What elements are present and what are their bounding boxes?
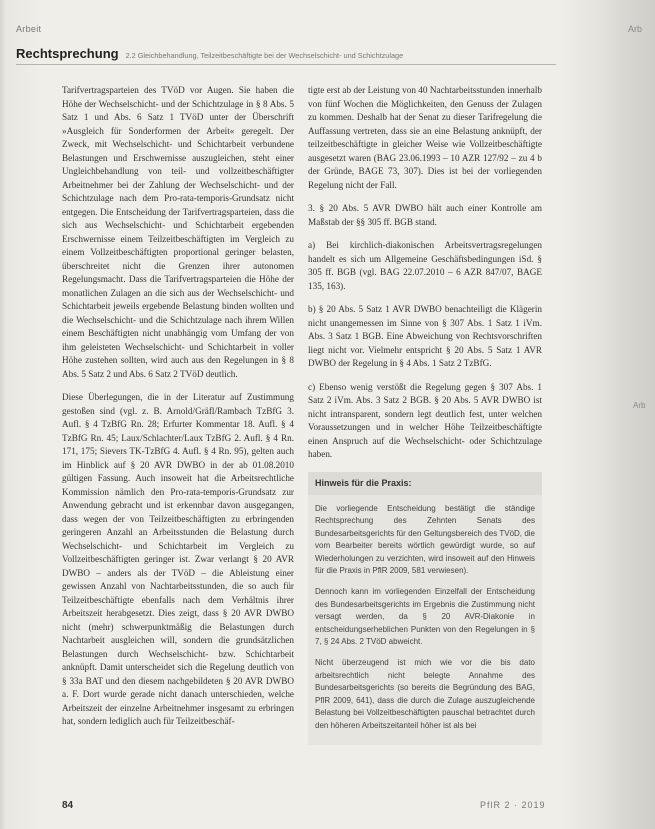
header-title: Rechtsprechung: [16, 46, 119, 61]
left-paragraph-2: Diese Überlegungen, die in der Literatur auf Zustimmung gestoßen sind (vgl. z. B. Arnold/Gräfl/Rambach TzBfG 3. Aufl. § 4 TzBfG Rn. 28; Erfurter Kommentar 18. Aufl. § 4 TzBfG Rn. 45; Laux/Schlachter/Laux TzBfG 2. Aufl. § 4 Rn. 171, 175; Sievers TK-TzBfG 4. Aufl. § 4 Rn. 95), gelten auch im Hinblick auf § 20 AVR DWBO in der ab 01.08.2010 gültigen Fassung. Auch insoweit hat die Arbeitsrechtliche Kommission nämlich den Pro-rata-temporis-Grundsatz zur Anwendung gebracht und ist erkennbar davon ausgegangen, dass wegen der von Teilzeitbeschäftigten zu erbringenden geringeren Anzahl an Arbeitsstunden die Belastung durch Wechselschicht- und Schichtarbeit im Vergleich zu Vollzeitbeschäftigten geringer ist. Zwar verlangt § 20 AVR DWBO – anders als der TVöD – die Ableistung einer gewissen Anzahl von Nachtarbeitsstunden, die so auch für Teilzeitbeschäftigte ebenfalls nach dem Verhältnis ihrer Arbeitszeit herabgesetzt. Dies zeigt, dass § 20 AVR DWBO nicht (mehr) schwerpunktmäßig die Belastungen durch Nachtarbeit ausgleichen will, sondern die grundsätzlichen Belastungen durch Wechselschicht- bzw. Schichtarbeit anknüpft. Damit unterscheidet sich die Regelung deutlich von § 33a BAT und den diesem nachgebildeten § 20 AVR DWBO a. F. Dort wurde gerade nicht danach unterschieden, welche Arbeitszeit der einzelne Arbeitnehmer insgesamt zu erbringen hat, sondern lediglich auch für Teilzeitbeschäf-: [62, 392, 294, 726]
practice-hint-body: [308, 495, 542, 745]
left-column: [62, 84, 294, 739]
right-paragraph-1: tigte erst ab der Leistung von 40 Nachtarbeitsstunden innerhalb von fünf Wochen die Möglichkeiten, den Genuss der Zulagen zu kommen. Deshalb hat der Senat zu dieser Tarifregelung die Auffassung vertreten, dass sie an eine Belastung anknüpft, der teilzeitbeschäftigte in gleicher Weise wie Vollzeitbeschäftigte ausgesetzt waren (BAG 23.06.1993 – 10 AZR 127/92 – zu 4 b der Gründe, BAGE 73, 307). Dies ist bei der vorliegenden Regelung nicht der Fall.: [308, 85, 542, 190]
section-label: Arbeit: [16, 24, 42, 34]
header-divider: [16, 64, 556, 65]
right-paragraph-3: a) Bei kirchlich-diakonischen Arbeitsvertragsregelungen handelt es sich um Allgemeine Geschäftsbedingungen iSd. § 305 ff. BGB (vgl. BAG 22.07.2010 – 6 AZR 847/07, BAGE 135, 163).: [308, 240, 542, 291]
practice-hint-title: Hinweis für die Praxis:: [308, 472, 542, 496]
hint-paragraph-1: Die vorliegende Entscheidung bestätigt die ständige Rechtsprechung des Zehnten Senats des Bundesarbeitsgerichts für den Geltungsbereich des TVöD, die vom Bearbeiter bereits wörtlich gewürdigt wurde, so auf Wiederholungen zu verzichten, wird insoweit auf den Hinweis für die Praxis in PflR 2009, 581 verwiesen).: [315, 504, 535, 576]
right-column: [308, 84, 542, 745]
right-paragraph-4: b) § 20 Abs. 5 Satz 1 AVR DWBO benachteiligt die Klägerin nicht unangemessen im Sinne von § 307 Abs. 1 Satz 1 iVm. Abs. 3 Satz 1 BGB. Eine Abweichung von Rechtsvorschriften liegt nicht vor. Vielmehr entspricht § 20 Abs. 5 Satz 1 AVR DWBO der Regelung in § 4 Abs. 1 Satz 2 TzBfG.: [308, 304, 542, 368]
right-paragraph-5: c) Ebenso wenig verstößt die Regelung gegen § 307 Abs. 1 Satz 2 iVm. Abs. 3 Satz 2 BGB. § 20 Abs. 5 AVR DWBO ist nicht intransparent, sondern legt deutlich fest, unter welchen Voraussetzungen und in welcher Höhe Teilzeitbeschäftigte einen Anspruch auf die Wechselschicht- oder Schichtzulage haben.: [308, 381, 542, 459]
section-label-next-page: Arb: [628, 24, 643, 34]
left-paragraph-1: Tarifvertragsparteien des TVöD vor Augen. Sie haben die Höhe der Wechselschicht- und der Schichtzulage in § 8 Abs. 5 Satz 1 und Abs. 6 Satz 1 TVöD unter der Überschrift »Ausgleich für Sonderformen der Arbeit« geregelt. Der Zweck, mit Wechselschicht- und Schichtarbeit verbundene Belastungen und Erschwernisse auszugleichen, steht einer Ungleichbehandlung von teil- und vollzeitbeschäftigter Arbeitnehmer bei der Zahlung der Wechselschicht- und der Schichtzulage nach dem Pro-rata-temporis-Grundsatz nicht entgegen. Die Entscheidung der Tarifvertragsparteien, dass die sich aus Wechselschicht- und Schichtarbeit ergebenden Erschwernisse einem Teilzeitbeschäftigten im Vergleich zu einem Vollzeitbeschäftigten proportional geringer belasten, überschreitet nicht die Grenzen ihrer autonomen Regelungsmacht. Dass die Tarifvertragsparteien die Höhe der monatlichen Zulagen an die sich aus der Wechselschicht- und Schichtarbeit jeweils ergebende Belastung binden wollten und die Wechselschicht- und die Schichtzulage nach ihrem Willen einem Beschäftigten nicht unabhängig vom Umfang der von ihm geleisteten Wechselschicht- und Schichtarbeit in voller Höhe zustehen sollten, wird auch aus den Regelungen in § 8 Abs. 5 Satz 2 und Abs. 6 Satz 2 TVöD deutlich.: [62, 85, 294, 379]
right-paragraph-2: 3. § 20 Abs. 5 AVR DWBO hält auch einer Kontrolle am Maßstab der §§ 305 ff. BGB stand.: [308, 203, 542, 227]
header-subtitle: 2.2 Gleichbehandlung, Teilzeitbeschäftigte bei der Wechselschicht- und Schichtzulage: [125, 51, 404, 60]
running-header: [16, 46, 556, 62]
practice-hint-box: [308, 472, 542, 745]
next-page-side-tab: Arb: [633, 401, 646, 410]
page-number: 84: [62, 800, 74, 811]
journal-issue: PflR 2 · 2019: [480, 800, 546, 810]
hint-paragraph-3: Nicht überzeugend ist mich wie vor die bis dato arbeitsrechtlich nicht belegte Annahme des Bundesarbeitsgerichts (so bereits die Begründung des BAG, PflR 2009, 641), dass die durch die Zulage auszugleichende Belastung bei Vollzeitbeschäftigten pauschal betrachtet durch den höheren Arbeitszeitanteil höher ist als bei: [315, 658, 535, 730]
hint-paragraph-2: Dennoch kann im vorliegenden Einzelfall der Entscheidung des Bundesarbeitsgerichts im Ergebnis die Zustimmung nicht versagt werden, da § 20 AVR-Diakonie in entscheidungserheblichen Punkten von den Regelungen in § 7, § 24 Abs. 2 TVöD abweicht.: [315, 587, 535, 647]
